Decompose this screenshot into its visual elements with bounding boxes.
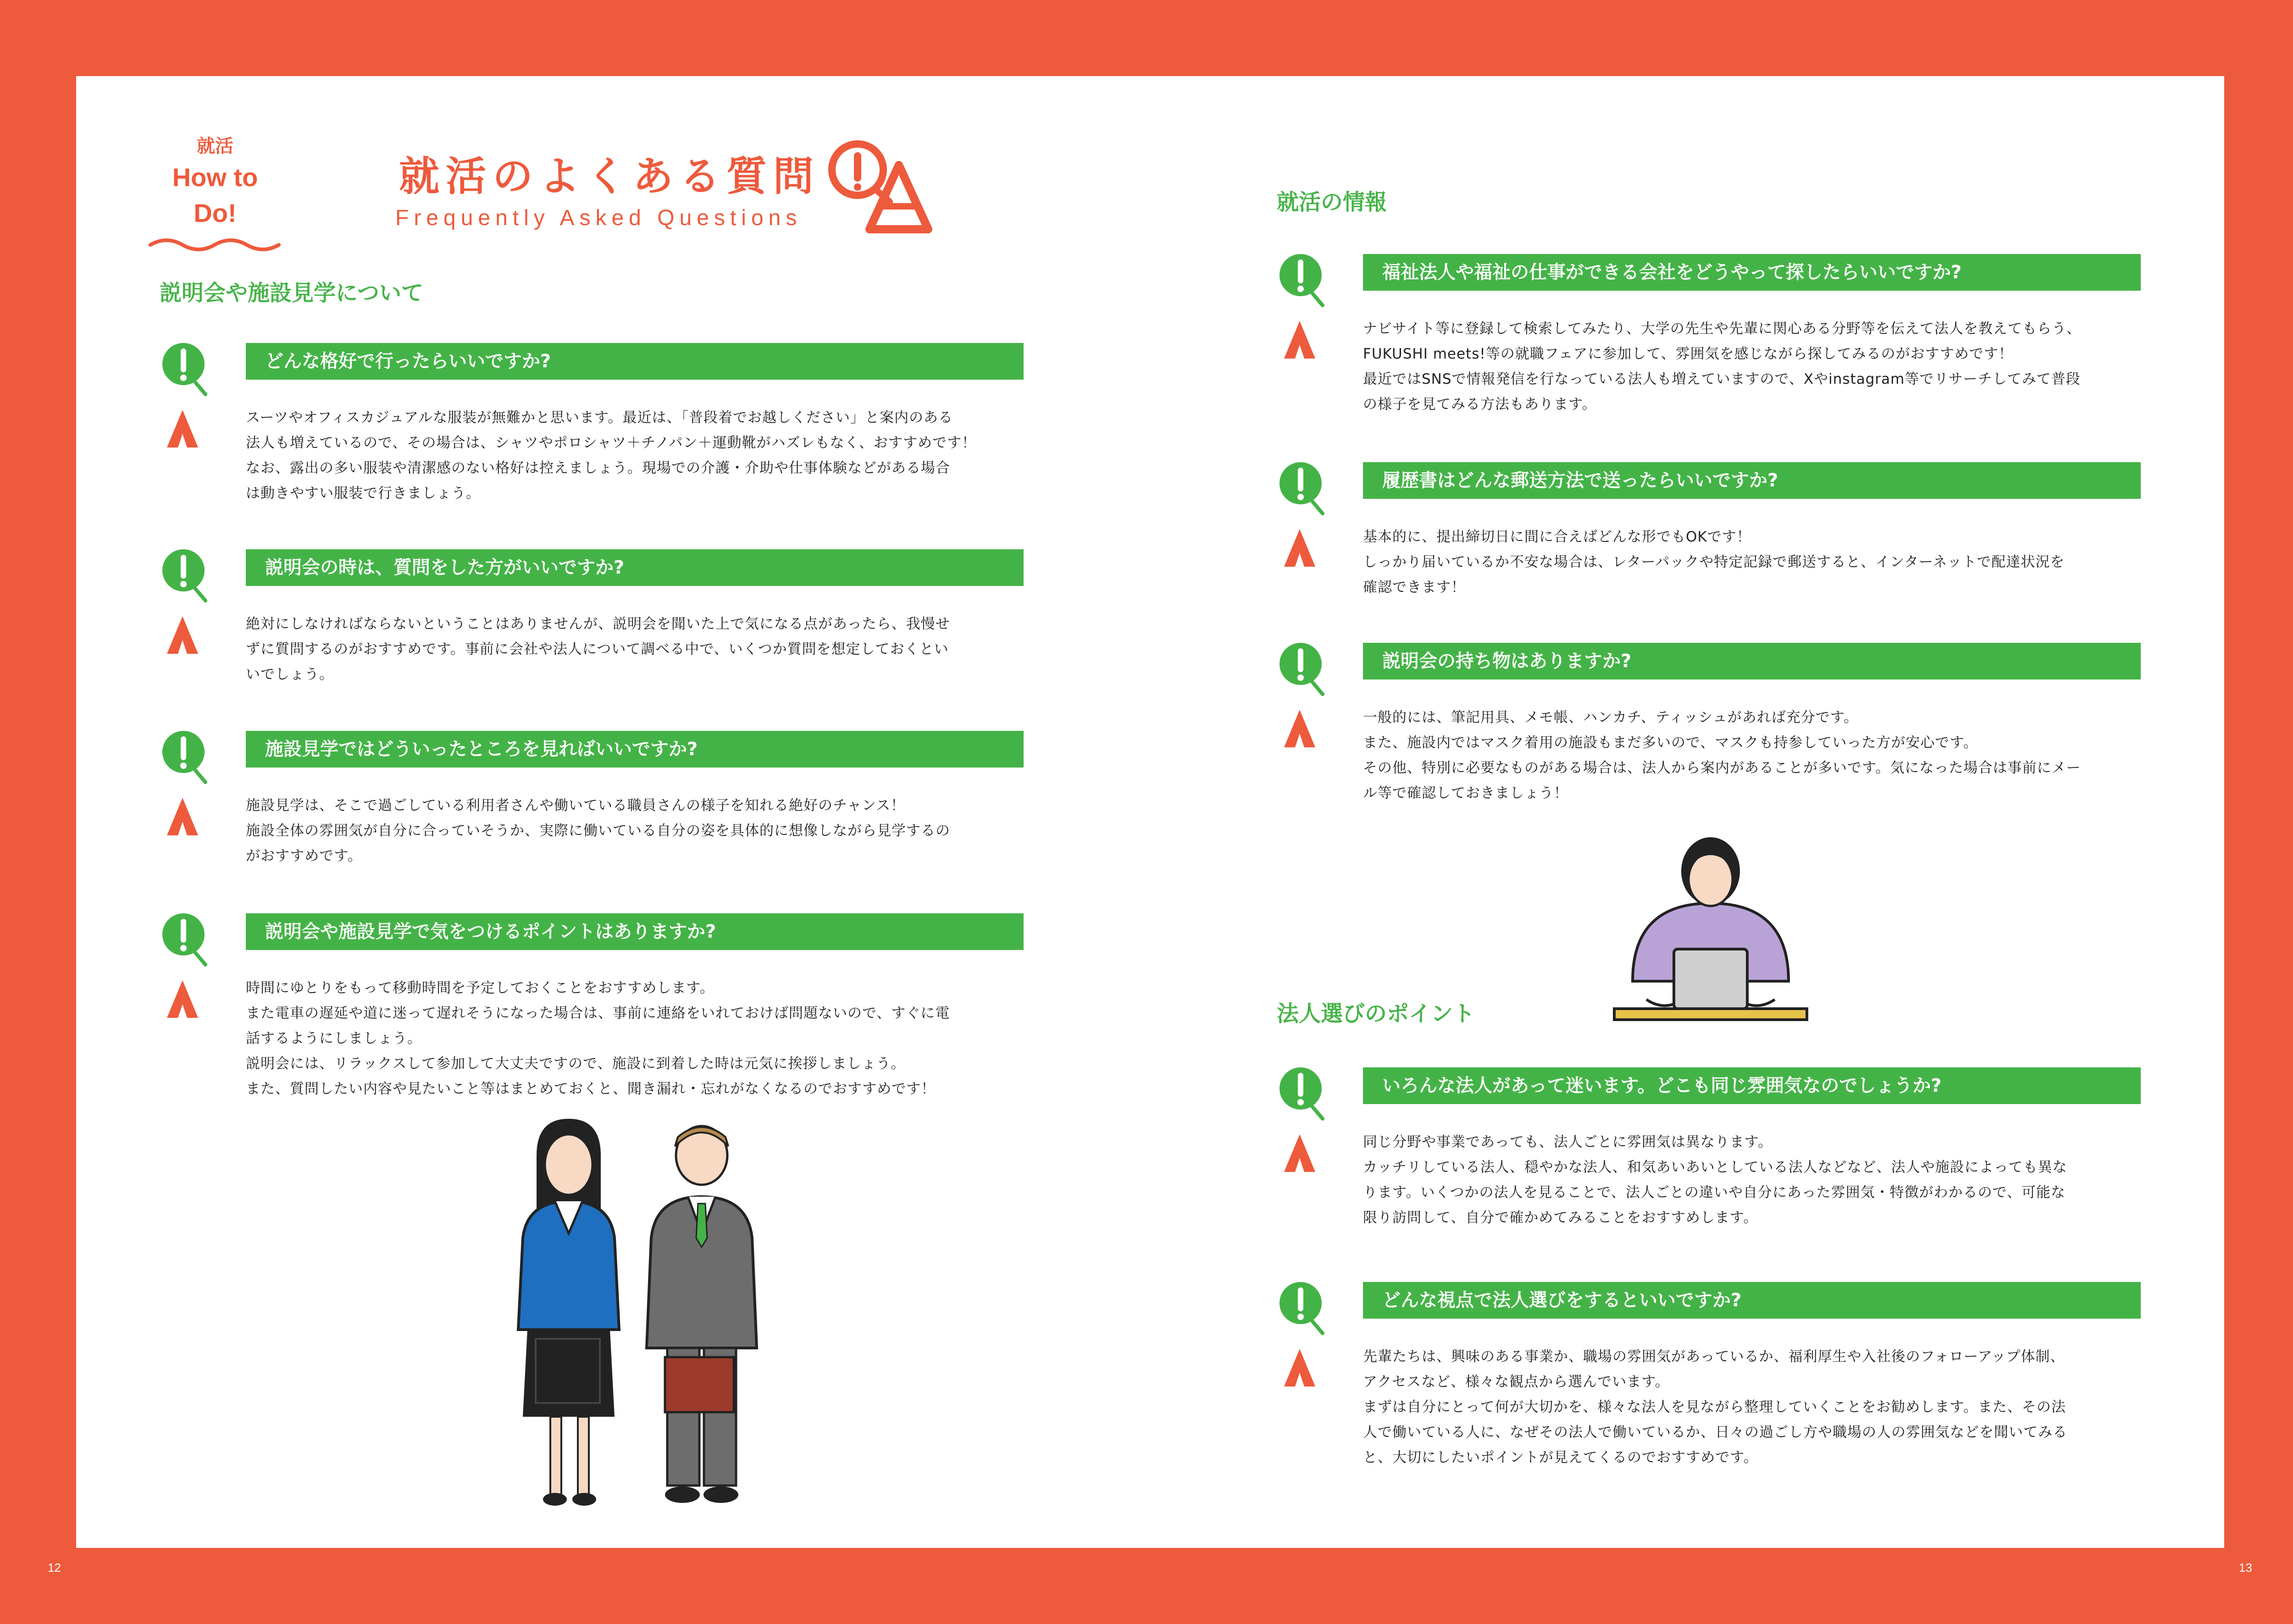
question-bar: 履歴書はどんな郵送方法で送ったらいいですか? (1363, 462, 2141, 499)
answer-line: 時間にゆとりをもって移動時間を予定しておくことをおすすめします。 (246, 980, 714, 996)
answer-line: FUKUSHI meets!等の就職フェアに参加して、雰囲気を感じながら探してみるのがおすすめです！ (1363, 346, 2013, 362)
badge-big-text: How to Do! (172, 163, 258, 227)
answer-line: ル等で確認しておきましょう！ (1363, 785, 1568, 801)
qa-logo-icon (825, 138, 945, 238)
answer-line: 同じ分野や事業であっても、法人ごとに雰囲気は異なります。 (1363, 1134, 1773, 1150)
answer-line: 絶対にしなければならないということはありませんが、説明会を聞いた上で気になる点があったら、我慢せ (246, 616, 950, 632)
question-bar: いろんな法人があって迷います。どこも同じ雰囲気なのでしょうか? (1363, 1067, 2141, 1104)
section-heading-corp-choice: 法人選びのポイント (1277, 1001, 1475, 1027)
answer-line: 最近ではSNSで情報発信を行なっている法人も増えていますので、Xやinstagram等でリサーチしてみて普段 (1363, 371, 2081, 387)
answer-text (246, 405, 1024, 506)
answer-text (1363, 1344, 2141, 1470)
question-icon (1277, 640, 1324, 700)
answer-icon (1281, 1132, 1318, 1174)
answer-icon (1281, 1346, 1318, 1388)
answer-line: 基本的に、提出締切日に間に合えばどんな形でもOKです！ (1363, 529, 1751, 545)
page-number-left: 12 (48, 1561, 61, 1574)
answer-icon (1281, 526, 1318, 569)
question-icon (1277, 1065, 1324, 1124)
answer-line: 施設全体の雰囲気が自分に合っていそうか、実際に働いている自分の姿を具体的に想像しながら見学するの (246, 823, 950, 839)
question-icon (160, 340, 207, 400)
answer-text (1363, 316, 2141, 417)
answer-line: いでしょう。 (246, 666, 334, 683)
answer-line: 法人も増えているので、その場合は、シャツやポロシャツ＋チノパン＋運動靴がハズレもなく、おすすめです！ (246, 435, 977, 451)
page-number-right: 13 (2239, 1561, 2252, 1574)
badge-small-text: 就活 (197, 136, 233, 157)
answer-icon (1281, 318, 1318, 360)
wave-icon (149, 236, 282, 254)
answer-text (246, 612, 1024, 687)
answer-line: また、質問したい内容や見たいこと等はまとめておくと、聞き漏れ・忘れがなくなるのでおすすめです！ (246, 1081, 936, 1097)
answer-line: カッチリしている法人、穏やかな法人、和気あいあいとしている法人などなど、法人や施設によっても異な (1363, 1159, 2067, 1176)
answer-line: 先輩たちは、興味のある事業か、職場の雰囲気があっているか、福利厚生や入社後のフォローアップ体制、 (1363, 1348, 2065, 1365)
answer-text (1363, 705, 2141, 806)
question-icon (1277, 1279, 1324, 1339)
answer-line: 一般的には、筆記用具、メモ帳、ハンカチ、ティッシュがあれば充分です。 (1363, 709, 1859, 726)
question-bar: 施設見学ではどういったところを見ればいいですか? (246, 731, 1024, 768)
answer-line: ずに質問するのがおすすめです。事前に会社や法人について調べる中で、いくつか質問を想定しておくとい (246, 641, 949, 657)
question-icon (1277, 459, 1324, 519)
answer-line: は動きやすい服装で行きましょう。 (246, 485, 481, 502)
answer-line: アクセスなど、様々な観点から選んでいます。 (1363, 1374, 1670, 1390)
answer-line: 確認できます！ (1363, 579, 1466, 596)
answer-line: また電車の遅延や道に迷って遅れそうになった場合は、事前に連絡をいれておけば問題ないので、すぐに電 (246, 1005, 950, 1022)
question-icon (1277, 251, 1324, 311)
answer-line: その他、特別に必要なものがある場合は、法人から案内があることが多いです。気になった場合は事前にメー (1363, 760, 2081, 776)
answer-icon (164, 795, 201, 837)
question-icon (160, 547, 207, 606)
answer-line: 限り訪問して、自分で確かめてみることをおすすめします。 (1363, 1210, 1758, 1226)
answer-line: なお、露出の多い服装や清潔感のない格好は控えましょう。現場での介護・介助や仕事体験などがある場合 (246, 460, 950, 476)
woman-laptop-illustration (1605, 834, 1816, 1027)
answer-line: 説明会には、リラックスして参加して大丈夫ですので、施設に到着した時は元気に挨拶しましょう。 (246, 1055, 906, 1072)
students-in-suits-illustration (509, 1119, 766, 1531)
answer-line: 話するようにしましょう。 (246, 1030, 422, 1047)
answer-line: がおすすめです。 (246, 848, 362, 864)
answer-icon (164, 613, 201, 656)
page-subtitle: Frequently Asked Questions (395, 206, 802, 230)
answer-line: の様子を見てみる方法もあります。 (1363, 396, 1597, 413)
answer-text (246, 976, 1024, 1102)
answer-line: ります。いくつかの法人を見ることで、法人ごとの違いや自分にあった雰囲気・特徴がわかるので、可能な (1363, 1184, 2066, 1201)
answer-line: しっかり届いているか不安な場合は、レターパックや特定記録で郵送すると、インターネットで配達状況を (1363, 554, 2065, 570)
answer-icon (164, 407, 201, 449)
answer-line: スーツやオフィスカジュアルな服装が無難かと思います。最近は、「普段着でお越しください」と案内のある (246, 409, 953, 426)
answer-line: まずは自分にとって何が大切かを、様々な法人を見ながら整理していくことをお勧めします。また、その法 (1363, 1399, 2066, 1415)
answer-text (246, 793, 1024, 869)
question-icon (160, 911, 207, 970)
question-bar: どんな視点で法人選びをするといいですか? (1363, 1282, 2141, 1319)
answer-text (1363, 525, 2141, 600)
how-to-do-badge (149, 133, 282, 234)
question-bar: 説明会の持ち物はありますか? (1363, 643, 2141, 679)
question-bar: 説明会や施設見学で気をつけるポイントはありますか? (246, 913, 1024, 950)
answer-text (1363, 1130, 2141, 1231)
question-bar: 福祉法人や福祉の仕事ができる会社をどうやって探したらいいですか? (1363, 254, 2141, 291)
page-title: 就活のよくある質問 (399, 153, 820, 200)
answer-line: 人で働いている人に、なぜその法人で働いているか、日々の過ごし方や職場の人の雰囲気などを聞いてみる (1363, 1424, 2067, 1441)
question-icon (160, 728, 207, 788)
answer-icon (164, 978, 201, 1020)
section-heading-briefing: 説明会や施設見学について (160, 280, 424, 306)
answer-icon (1281, 707, 1318, 749)
question-bar: 説明会の時は、質問をした方がいいですか? (246, 549, 1024, 586)
answer-line: ナビサイト等に登録して検索してみたり、大学の先生や先輩に関心ある分野等を伝えて法人を教えてもらう、 (1363, 320, 2081, 337)
section-heading-job-info: 就活の情報 (1277, 189, 1387, 215)
answer-line: と、大切にしたいポイントが見えてくるのでおすすめです。 (1363, 1449, 1758, 1466)
answer-line: また、施設内ではマスク着用の施設もまだ多いので、マスクも持参していった方が安心です。 (1363, 735, 1978, 751)
question-bar: どんな格好で行ったらいいですか? (246, 343, 1024, 380)
answer-line: 施設見学は、そこで過ごしている利用者さんや働いている職員さんの様子を知れる絶好のチャンス！ (246, 797, 906, 814)
